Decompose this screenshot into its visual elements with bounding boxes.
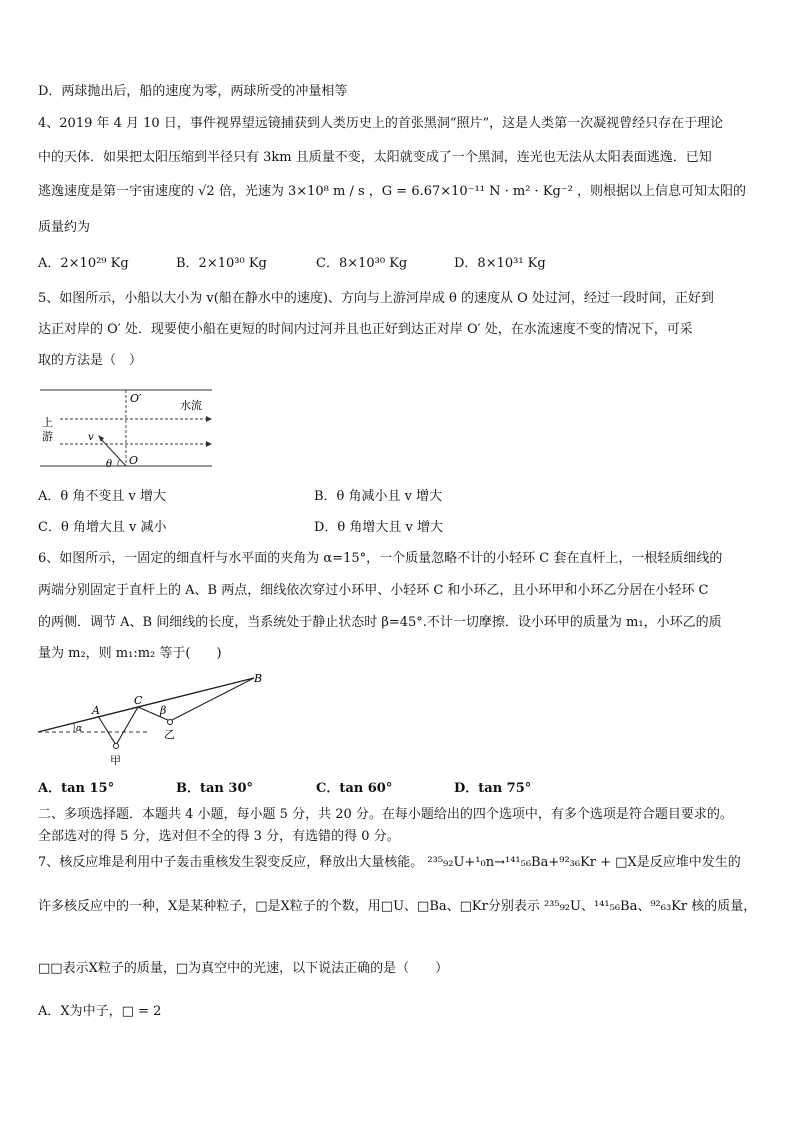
q6-stem-line3: 的两侧．调节 A、B 间细线的长度，当系统处于静止状态时 β=45°.不计一切摩擦．设小环甲的质量为 m₁，小环乙的质 <box>38 615 722 630</box>
q7-stem-line3: □□表示X粒子的质量，□为真空中的光速，以下说法正确的是（ ） <box>38 961 449 976</box>
label-theta: θ <box>106 459 113 470</box>
q6-option-c: C．tan 60° <box>316 781 393 796</box>
q7-option-a: A．X为中子，□ = 2 <box>38 1004 162 1019</box>
q5-stem-line2: 达正对岸的 O′ 处．现要使小船在更短的时间内过河并且也正好到达正对岸 O′ 处，在水流速度不变的情况下，可采 <box>38 322 693 337</box>
q4-stem-line1: 4、2019 年 4 月 10 日，事件视界望远镜捕获到人类历史上的首张黑洞“照片”，这是人类第一次凝视曾经只存在于理论 <box>38 116 724 131</box>
label-upstream-2: 游 <box>42 430 53 443</box>
q6-stem-line1: 6、如图所示，一固定的细直杆与水平面的夹角为 α=15°，一个质量忽略不计的小轻环 C 套在直杆上，一根轻质细线的 <box>38 551 723 566</box>
label-b: B <box>254 672 263 685</box>
q4-option-d: D．8×10³¹ Kg <box>454 256 546 271</box>
q3-option-d: D．两球抛出后，船的速度为零，两球所受的冲量相等 <box>38 84 348 99</box>
q5-stem-line3: 取的方法是（ ） <box>38 353 143 368</box>
label-o-prime: O′ <box>130 392 142 405</box>
q5-option-d: D．θ 角增大且 v 增大 <box>314 520 443 535</box>
river-crossing-figure <box>38 382 218 472</box>
q4-stem-line3: 逃逸速度是第一宇宙速度的 √2 倍，光速为 3×10⁸ m / s ，G = 6.67×10⁻¹¹ N · m² · Kg⁻² ，则根据以上信息可知太阳的 <box>38 184 747 199</box>
label-v: v <box>88 432 94 443</box>
q7-stem-line2: 许多核反应中的一种，X是某种粒子，□是X粒子的个数，用□U、□Ba、□Kr分别表示 ²³⁵₉₂U、¹⁴¹₅₆Ba、⁹²₆₃Kr 核的质量， <box>38 899 757 914</box>
label-alpha: α <box>76 724 83 734</box>
q4-option-c: C．8×10³⁰ Kg <box>316 256 408 271</box>
label-o: O <box>129 454 139 467</box>
q4-option-a: A．2×10²⁹ Kg <box>38 256 129 271</box>
q5-stem-line1: 5、如图所示，小船以大小为 v(船在静水中的速度)、方向与上游河岸成 θ 的速度从 O 处过河，经过一段时间，正好到 <box>38 291 714 306</box>
q4-option-b: B．2×10³⁰ Kg <box>176 256 267 271</box>
label-water-flow: 水流 <box>180 399 202 412</box>
section2-heading-line1: 二、多项选择题．本题共 4 小题，每小题 5 分，共 20 分。在每小题给出的四个选项中，有多个选项是符合题目要求的。 <box>38 807 733 822</box>
q6-option-b: B．tan 30° <box>176 781 253 796</box>
label-a: A <box>92 704 100 717</box>
q6-stem-line2: 两端分别固定于直杆上的 A、B 两点，细线依次穿过小环甲、小轻环 C 和小环乙，且小环甲和小环乙分居在小轻环 C <box>38 583 709 598</box>
q6-option-d: D．tan 75° <box>454 781 532 796</box>
label-c: C <box>134 694 143 707</box>
section2-heading-line2: 全部选对的得 5 分，选对但不全的得 3 分，有选错的得 0 分。 <box>38 829 400 844</box>
label-ring-jia: 甲 <box>110 754 121 767</box>
q5-option-c: C．θ 角增大且 v 减小 <box>38 520 167 535</box>
q6-stem-line4: 量为 m₂，则 m₁:m₂ 等于( ) <box>38 646 222 661</box>
label-beta: β <box>160 704 167 717</box>
q4-stem-line4: 质量约为 <box>38 220 91 235</box>
q4-stem-line2: 中的天体．如果把太阳压缩到半径只有 3km 且质量不变，太阳就变成了一个黑洞，连光也无法从太阳表面逃逸．已知 <box>38 150 712 165</box>
rod-ring-figure <box>36 670 268 770</box>
label-ring-yi: 乙 <box>164 728 175 741</box>
q7-stem-line1: 7、核反应堆是利用中子轰击重核发生裂变反应，释放出大量核能。 ²³⁵₉₂U+¹₀n→¹⁴¹₅₆Ba+⁹²₃₆Kr + □X是反应堆中发生的 <box>38 855 741 870</box>
q5-option-b: B．θ 角减小且 v 增大 <box>314 489 443 504</box>
q6-option-a: A．tan 15° <box>38 781 115 796</box>
label-upstream-1: 上 <box>42 416 53 429</box>
q5-option-a: A．θ 角不变且 v 增大 <box>38 489 166 504</box>
